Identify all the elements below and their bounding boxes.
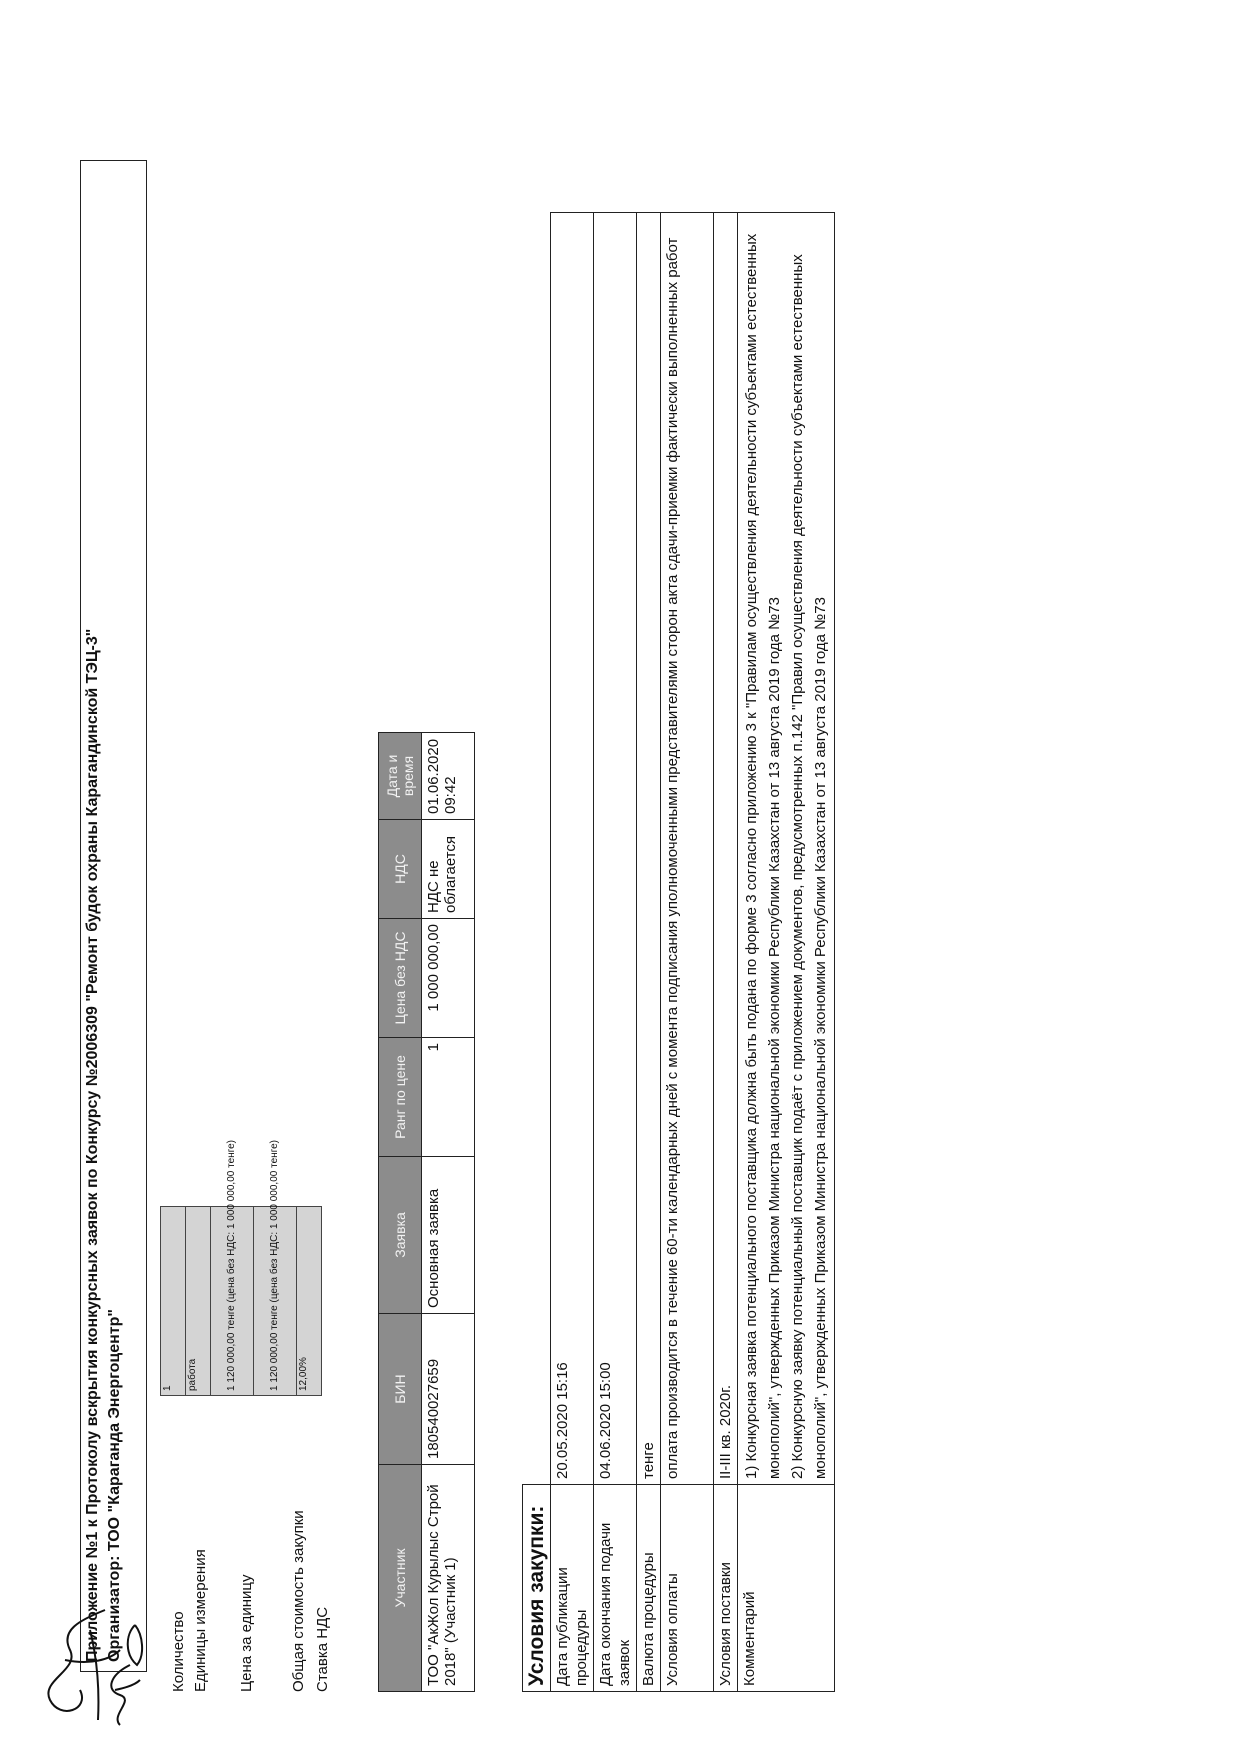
condition-value: тенге — [637, 213, 661, 1485]
condition-label: Комментарий — [738, 1485, 835, 1692]
table-row — [661, 213, 714, 1692]
quantity-value: 1 — [160, 1206, 186, 1396]
quantity-label: Количество — [170, 1611, 187, 1692]
col-rank: Ранг по цене — [379, 1038, 422, 1157]
participant-name: ТОО "АкЖол Курылыс Строй 2018" (Участник 1) — [422, 1465, 475, 1692]
table-row — [738, 213, 835, 1692]
participant-bin: 180540027659 — [422, 1314, 475, 1465]
participants-header-row — [379, 733, 422, 1692]
table-row — [551, 213, 594, 1692]
col-vat: НДС — [379, 820, 422, 919]
organizer-line: Организатор: ТОО "Караганда Энергоцентр" — [106, 1309, 123, 1662]
condition-label: Дата публикации процедуры — [551, 1485, 594, 1692]
participant-rank: 1 — [422, 1038, 475, 1157]
condition-value: 04.06.2020 15:00 — [594, 213, 637, 1485]
item-values-table — [160, 1140, 322, 1396]
table-row — [637, 213, 661, 1692]
condition-value: 1) Конкурсная заявка потенциального поставщика должна быть подана по форме 3 согласно приложению 3 к "Правилам осуществления деятельности субъектами естественных монополий", утвержденных Приказом Министра национальной экономики Республики Казахстан от 13 августа 2019 года №73 2) Конкурсную заявку потенциальный поставщик подаёт с приложением документов, предусмотренных п.142 "Правил осуществления деятельности субъектами естественных монополий", утвержденных Приказом Министра национальной экономики Республики Казахстан от 13 августа 2019 года №73 — [738, 213, 835, 1485]
condition-value: 20.05.2020 15:16 — [551, 213, 594, 1485]
condition-value: оплата производится в течение 60-ти календарных дней с момента подписания уполномоченными представителями сторон акта сдачи-приемки фактически выполненных работ — [661, 213, 714, 1485]
participant-datetime: 01.06.2020 09:42 — [422, 733, 475, 820]
condition-label: Условия оплаты — [661, 1485, 714, 1692]
table-row — [422, 733, 475, 1692]
unit-price-value: 1 120 000,00 тенге (цена без НДС: 1 000 000,00 тенге) — [211, 1206, 254, 1396]
col-datetime: Дата и время — [379, 733, 422, 820]
condition-label: Дата окончания подачи заявок — [594, 1485, 637, 1692]
col-participant: Участник — [379, 1465, 422, 1692]
participant-price: 1 000 000,00 — [422, 919, 475, 1038]
unit-price-label: Цена за единицу — [238, 1574, 255, 1692]
conditions-heading-row — [523, 213, 551, 1692]
conditions-table — [522, 212, 835, 1692]
condition-value: II-III кв. 2020г. — [714, 213, 738, 1485]
table-row — [594, 213, 637, 1692]
condition-label: Валюта процедуры — [637, 1485, 661, 1692]
participants-table — [378, 732, 475, 1692]
unit-label: Единицы измерения — [192, 1549, 209, 1692]
col-application: Заявка — [379, 1157, 422, 1314]
vat-rate-label: Ставка НДС — [314, 1606, 331, 1692]
total-cost-label: Общая стоимость закупки — [290, 1510, 307, 1692]
vat-rate-value: 12,00% — [297, 1206, 322, 1396]
condition-label: Условия поставки — [714, 1485, 738, 1692]
total-cost-value: 1 120 000,00 тенге (цена без НДС: 1 000 000,00 тенге) — [254, 1206, 297, 1396]
conditions-heading: Условия закупки: — [523, 1485, 551, 1692]
unit-value: работа — [186, 1206, 211, 1396]
participant-vat: НДС не облагается — [422, 820, 475, 919]
signature-mark — [90, 1660, 150, 1730]
participant-application: Основная заявка — [422, 1157, 475, 1314]
col-bin: БИН — [379, 1314, 422, 1465]
table-row — [714, 213, 738, 1692]
col-price: Цена без НДС — [379, 919, 422, 1038]
document-title: Приложение №1 к Протоколу вскрытия конкурсных заявок по Конкурсу №2006309 "Ремонт будок охраны Карагандинской ТЭЦ-3" — [84, 628, 101, 1662]
